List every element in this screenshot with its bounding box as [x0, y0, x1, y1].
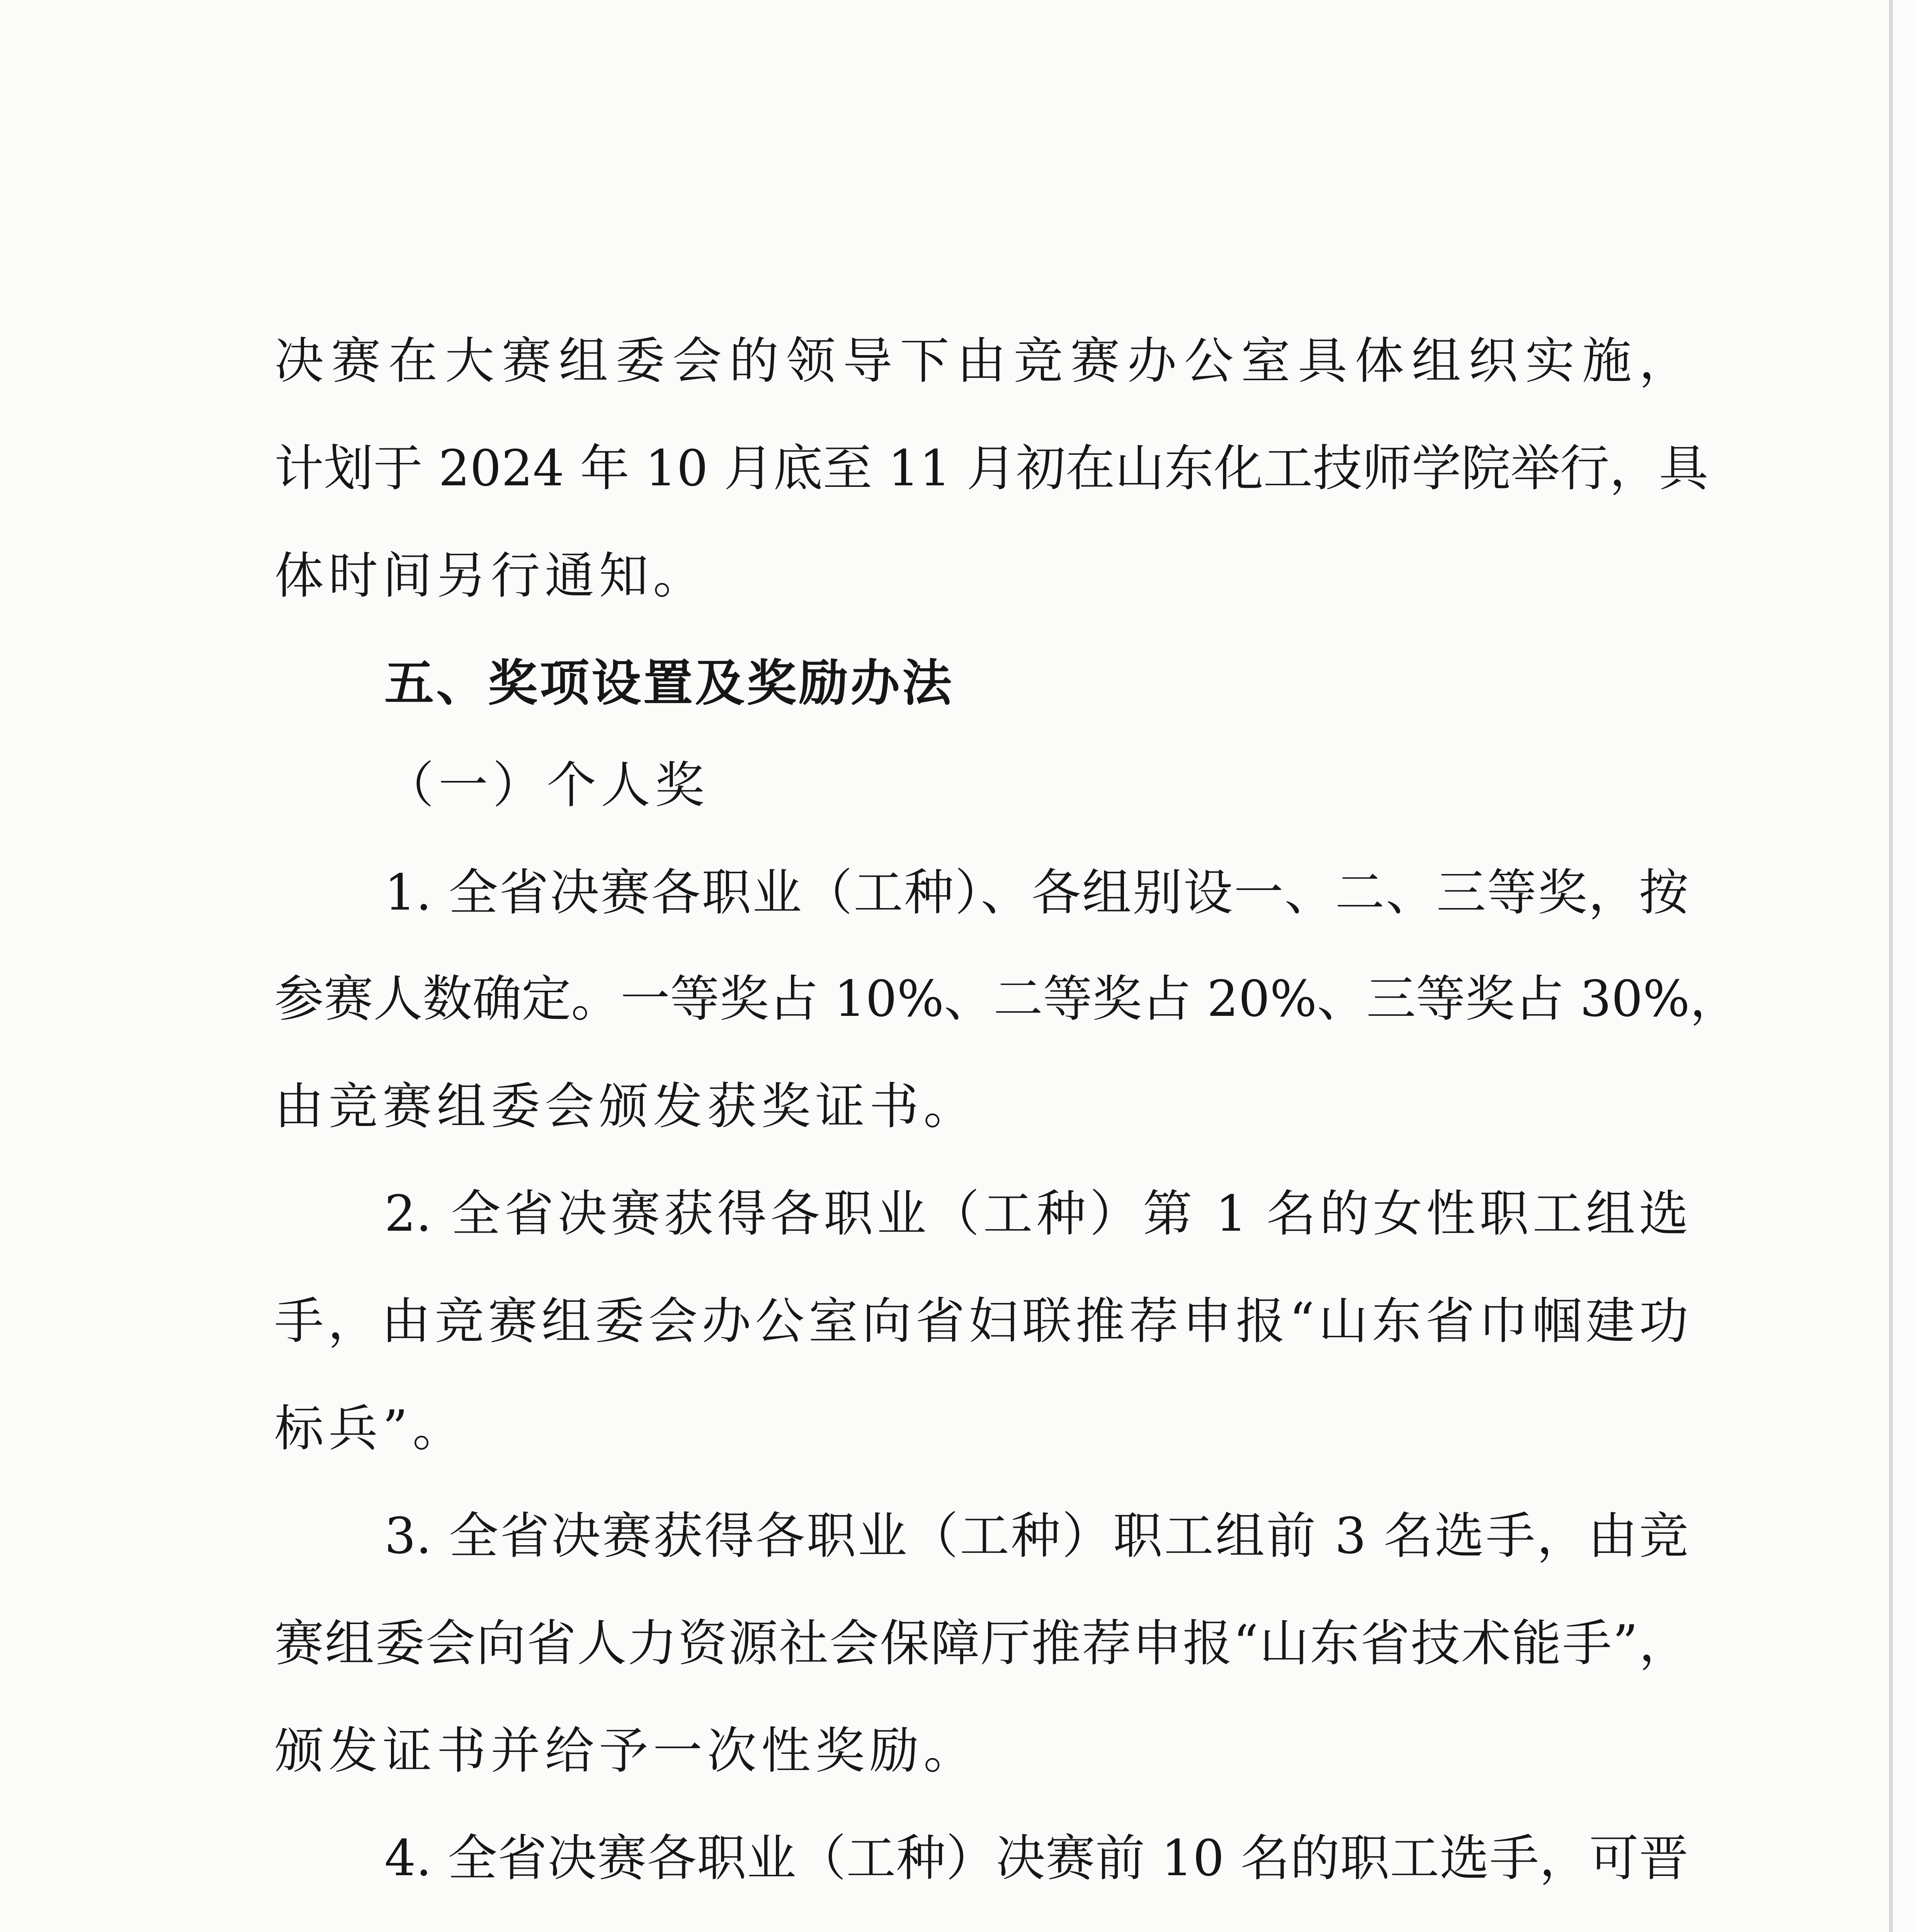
item-1-line-2: 参赛人数确定。一等奖占 10%、二等奖占 20%、三等奖占 30%， [274, 970, 1739, 1028]
item-3-line-3: 颁发证书并给予一次性奖励。 [274, 1722, 978, 1780]
item-2-line-1: 2. 全省决赛获得各职业（工种）第 1 名的女性职工组选 [384, 1185, 1688, 1243]
page-edge-shadow [1889, 0, 1893, 1932]
paragraph-1-line-2: 计划于 2024 年 10 月底至 11 月初在山东化工技师学院举行，具 [274, 440, 1709, 497]
item-2-line-2: 手，由竞赛组委会办公室向省妇联推荐申报“山东省巾帼建功 [274, 1293, 1688, 1350]
item-1-line-1: 1. 全省决赛各职业（工种）、各组别设一、二、三等奖，按 [384, 864, 1688, 922]
paragraph-1-line-3: 体时间另行通知。 [274, 547, 707, 605]
section-heading-awards: 五、奖项设置及奖励办法 [384, 655, 954, 712]
item-4-line-1: 4. 全省决赛各职业（工种）决赛前 10 名的职工选手，可晋 [384, 1830, 1688, 1887]
item-1-line-3: 由竞赛组委会颁发获奖证书。 [274, 1078, 978, 1135]
paragraph-1-line-1: 决赛在大赛组委会的领导下由竞赛办公室具体组织实施， [274, 332, 1688, 390]
item-2-line-3: 标兵”。 [274, 1400, 467, 1458]
item-3-line-2: 赛组委会向省人力资源社会保障厅推荐申报“山东省技术能手”， [274, 1615, 1688, 1672]
item-3-line-1: 3. 全省决赛获得各职业（工种）职工组前 3 名选手，由竞 [384, 1507, 1688, 1565]
subsection-heading-individual-awards: （一）个人奖 [384, 757, 709, 814]
